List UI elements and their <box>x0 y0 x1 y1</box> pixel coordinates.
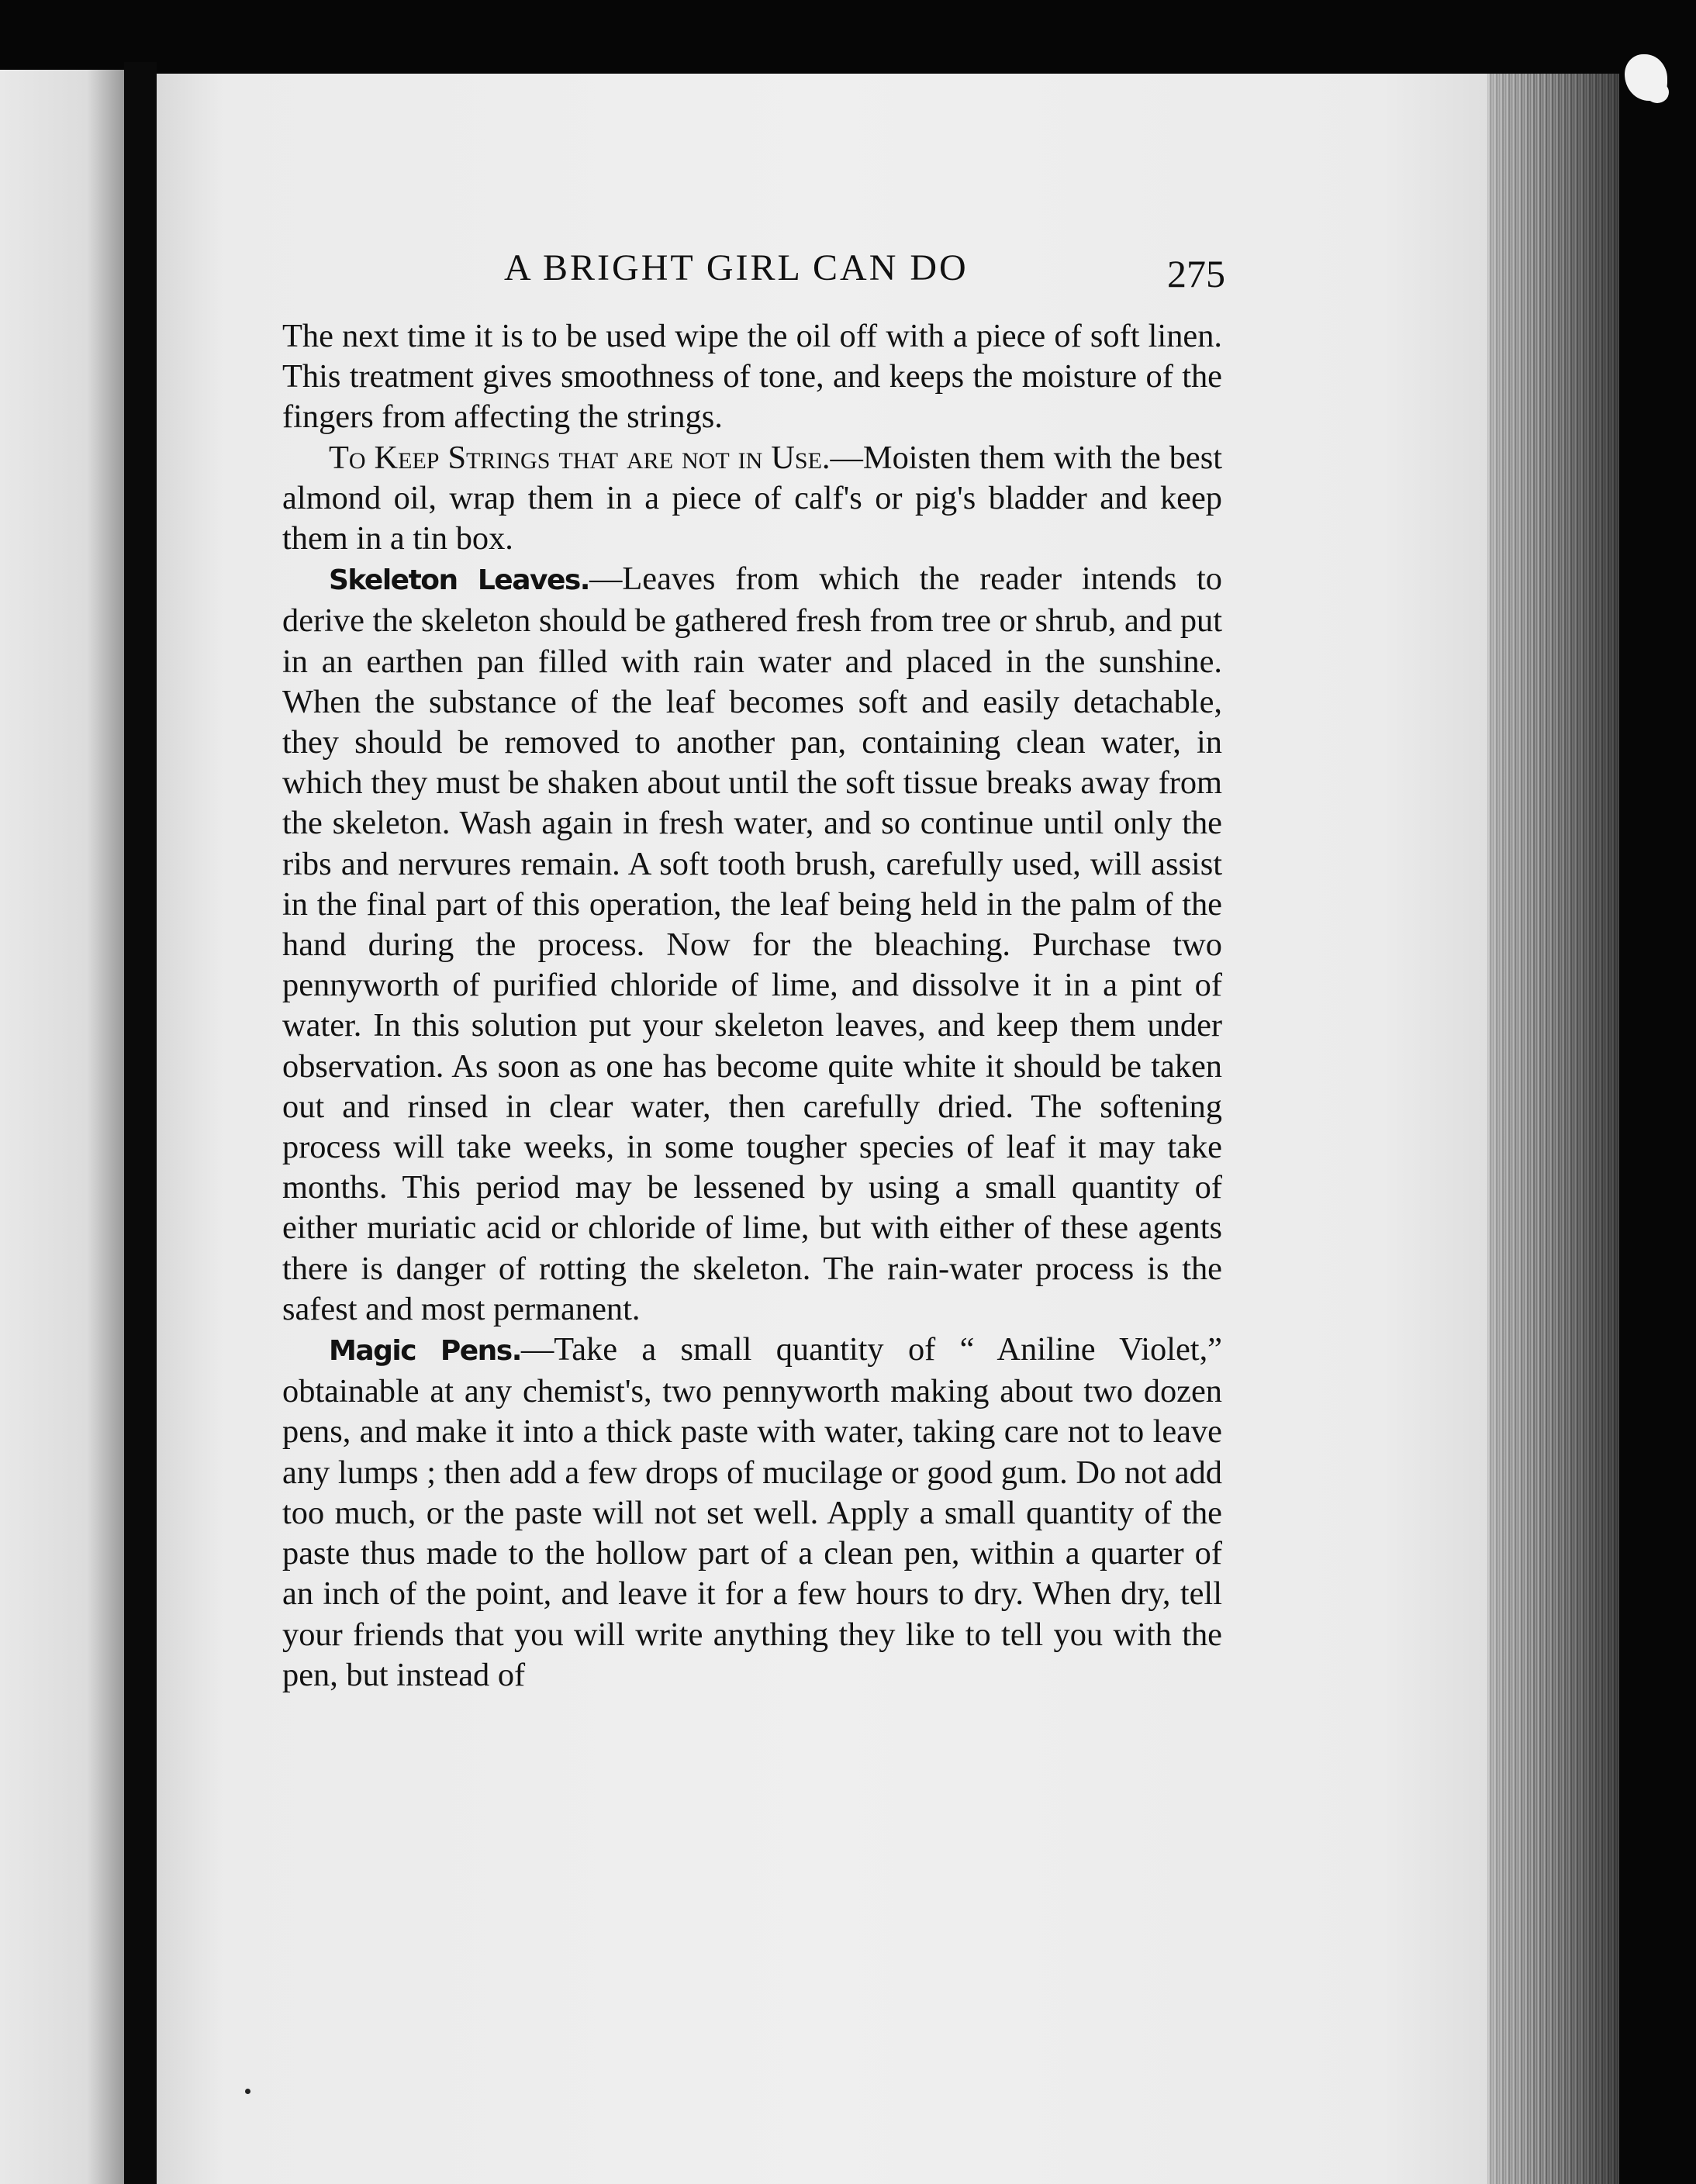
page-number: 275 <box>1167 252 1225 295</box>
book-gutter <box>124 62 157 2184</box>
paragraph-text: —Take a small quantity of “ Aniline Violet,” obtainable at any chemist's, two pennyworth making about two dozen pens, and make it into a thick paste with water, taking care not to leave any lumps ; then add a few drops of mucilage or good gum. Do not add too much, or the paste will not set well. Apply a small quantity of the paste thus made to the hollow part of a clean pen, within a quarter of an inch of the point, and leave it for a few hours to dry. When dry, tell your friends that you will write anything they like to tell you with the pen, but instead of <box>282 1331 1222 1693</box>
paragraph-keep-strings <box>282 438 1222 560</box>
paragraph-text: —Leaves from which the reader intends to derive the skeleton should be gathered fresh from tree or shrub, and put in an earthen pan filled with rain water and placed in the sunshine. When the substance of the leaf becomes soft and easily detachable, they should be removed to another pan, containing clean water, in which they must be shaken about until the soft tissue breaks away from the skeleton. Wash again in fresh water, and so continue until only the ribs and nervures remain. A soft tooth brush, carefully used, will assist in the final part of this operation, the leaf being held in the palm of the hand during the process. Now for the bleaching. Purchase two pennyworth of purified chloride of lime, and dissolve it in a pint of water. In this solution put your skeleton leaves, and keep them under observation. As soon as one has become quite white it should be taken out and rinsed in clear water, then carefully dried. The softening process will take weeks, in some tougher species of leaf it may take months. This period may be lessened by using a small quantity of either muriatic acid or chloride of lime, but with either of these agents there is danger of rotting the skeleton. The rain-water process is the safest and most permanent. <box>282 561 1222 1327</box>
paragraph-text: The next time it is to be used wipe the oil off with a piece of soft linen. This treatment gives smoothness of tone, and keeps the moisture of the fingers from affecting the strings. <box>282 318 1222 436</box>
paragraph-oil-strings <box>282 316 1222 438</box>
page-header <box>279 247 1225 309</box>
paragraph-skeleton-leaves <box>282 559 1222 1330</box>
paragraph-magic-pens <box>282 1330 1222 1696</box>
left-page-edge <box>0 70 124 2184</box>
page-edges-shadow <box>1487 74 1619 2184</box>
corner-blemish-small <box>1646 81 1669 103</box>
section-heading: Magic Pens. <box>329 1335 521 1368</box>
paragraph-text: —Moisten them with the best almond oil, wrap them in a piece of calf's or pig's bladder and keep them in a tin box. <box>282 439 1222 557</box>
running-title: A BRIGHT GIRL CAN DO <box>504 247 969 288</box>
section-heading: To Keep Strings that are not in Use. <box>329 439 831 476</box>
scan-speck <box>245 2089 250 2094</box>
section-heading: Skeleton Leaves. <box>329 564 589 597</box>
body-text <box>282 316 1222 1696</box>
